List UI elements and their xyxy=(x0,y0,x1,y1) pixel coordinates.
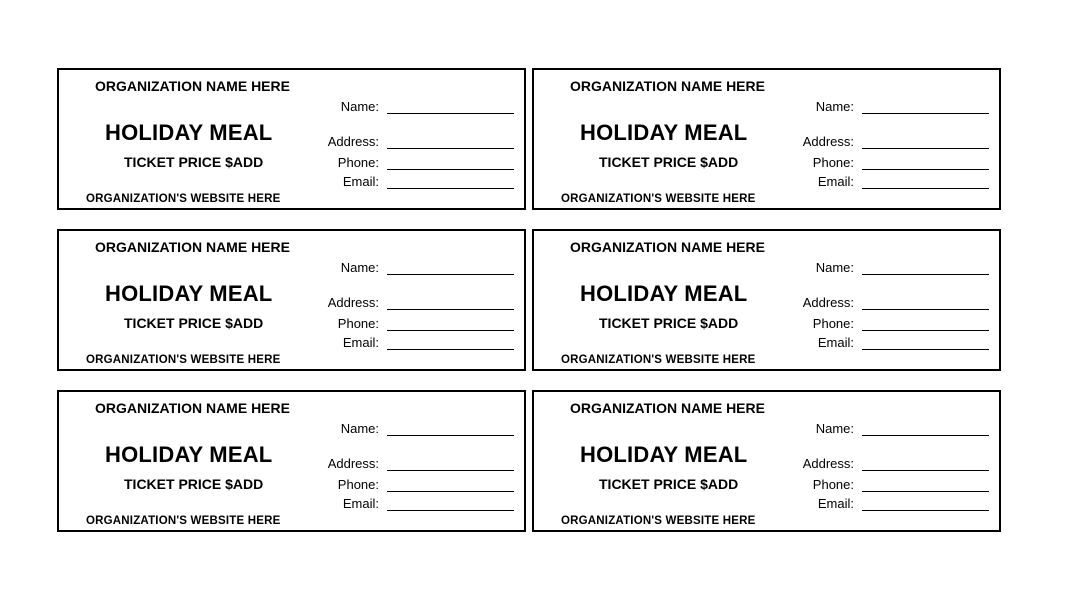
address-line xyxy=(862,309,989,310)
organization-website: ORGANIZATION'S WEBSITE HERE xyxy=(86,354,281,366)
email-field[interactable] xyxy=(297,335,517,353)
name-field[interactable] xyxy=(772,260,992,278)
name-field[interactable] xyxy=(772,99,992,117)
address-field[interactable] xyxy=(772,456,992,474)
phone-line xyxy=(862,491,989,492)
phone-field[interactable] xyxy=(772,477,992,495)
phone-line xyxy=(862,169,989,170)
ticket-2 xyxy=(532,68,1001,210)
name-label: Name: xyxy=(340,99,379,114)
name-label: Name: xyxy=(815,260,854,275)
event-title: HOLIDAY MEAL xyxy=(580,120,748,145)
organization-website: ORGANIZATION'S WEBSITE HERE xyxy=(561,354,756,366)
ticket-price: TICKET PRICE $ADD xyxy=(599,476,739,492)
ticket-price: TICKET PRICE $ADD xyxy=(124,154,264,170)
address-field[interactable] xyxy=(772,134,992,152)
event-title: HOLIDAY MEAL xyxy=(105,281,273,306)
email-field[interactable] xyxy=(297,496,517,514)
event-title: HOLIDAY MEAL xyxy=(580,281,748,306)
address-label: Address: xyxy=(802,456,854,471)
phone-label: Phone: xyxy=(812,155,854,170)
email-line xyxy=(862,510,989,511)
email-field[interactable] xyxy=(772,496,992,514)
name-label: Name: xyxy=(815,421,854,436)
address-label: Address: xyxy=(327,134,379,149)
ticket-price: TICKET PRICE $ADD xyxy=(124,476,264,492)
name-line xyxy=(387,113,514,114)
phone-line xyxy=(387,169,514,170)
organization-name: ORGANIZATION NAME HERE xyxy=(570,78,765,94)
name-label: Name: xyxy=(340,421,379,436)
name-field[interactable] xyxy=(297,260,517,278)
email-label: Email: xyxy=(817,174,854,189)
email-line xyxy=(387,188,514,189)
address-field[interactable] xyxy=(297,295,517,313)
address-label: Address: xyxy=(802,134,854,149)
address-label: Address: xyxy=(327,456,379,471)
phone-label: Phone: xyxy=(337,477,379,492)
phone-field[interactable] xyxy=(772,155,992,173)
event-title: HOLIDAY MEAL xyxy=(105,120,273,145)
ticket-price: TICKET PRICE $ADD xyxy=(599,154,739,170)
name-field[interactable] xyxy=(297,99,517,117)
email-line xyxy=(862,349,989,350)
address-line xyxy=(387,148,514,149)
ticket-5 xyxy=(57,390,526,532)
address-field[interactable] xyxy=(297,134,517,152)
name-line xyxy=(387,274,514,275)
organization-name: ORGANIZATION NAME HERE xyxy=(95,400,290,416)
organization-name: ORGANIZATION NAME HERE xyxy=(570,239,765,255)
name-field[interactable] xyxy=(297,421,517,439)
phone-label: Phone: xyxy=(812,477,854,492)
email-label: Email: xyxy=(342,335,379,350)
email-line xyxy=(387,510,514,511)
phone-label: Phone: xyxy=(337,155,379,170)
address-line xyxy=(387,309,514,310)
email-line xyxy=(387,349,514,350)
event-title: HOLIDAY MEAL xyxy=(580,442,748,467)
ticket-price: TICKET PRICE $ADD xyxy=(124,315,264,331)
phone-label: Phone: xyxy=(337,316,379,331)
address-label: Address: xyxy=(327,295,379,310)
organization-website: ORGANIZATION'S WEBSITE HERE xyxy=(86,193,281,205)
phone-label: Phone: xyxy=(812,316,854,331)
address-field[interactable] xyxy=(297,456,517,474)
phone-line xyxy=(387,491,514,492)
email-field[interactable] xyxy=(772,335,992,353)
ticket-price: TICKET PRICE $ADD xyxy=(599,315,739,331)
ticket-1 xyxy=(57,68,526,210)
address-line xyxy=(862,148,989,149)
organization-name: ORGANIZATION NAME HERE xyxy=(95,78,290,94)
phone-field[interactable] xyxy=(297,316,517,334)
email-label: Email: xyxy=(817,496,854,511)
name-line xyxy=(862,435,989,436)
ticket-4 xyxy=(532,229,1001,371)
phone-field[interactable] xyxy=(297,477,517,495)
email-field[interactable] xyxy=(772,174,992,192)
email-field[interactable] xyxy=(297,174,517,192)
name-field[interactable] xyxy=(772,421,992,439)
name-label: Name: xyxy=(815,99,854,114)
phone-line xyxy=(862,330,989,331)
name-line xyxy=(387,435,514,436)
phone-field[interactable] xyxy=(297,155,517,173)
ticket-3 xyxy=(57,229,526,371)
address-line xyxy=(862,470,989,471)
organization-website: ORGANIZATION'S WEBSITE HERE xyxy=(86,515,281,527)
phone-line xyxy=(387,330,514,331)
name-label: Name: xyxy=(340,260,379,275)
organization-website: ORGANIZATION'S WEBSITE HERE xyxy=(561,193,756,205)
organization-name: ORGANIZATION NAME HERE xyxy=(570,400,765,416)
email-label: Email: xyxy=(342,496,379,511)
ticket-6 xyxy=(532,390,1001,532)
phone-field[interactable] xyxy=(772,316,992,334)
address-label: Address: xyxy=(802,295,854,310)
email-line xyxy=(862,188,989,189)
event-title: HOLIDAY MEAL xyxy=(105,442,273,467)
address-line xyxy=(387,470,514,471)
email-label: Email: xyxy=(817,335,854,350)
organization-website: ORGANIZATION'S WEBSITE HERE xyxy=(561,515,756,527)
name-line xyxy=(862,113,989,114)
organization-name: ORGANIZATION NAME HERE xyxy=(95,239,290,255)
email-label: Email: xyxy=(342,174,379,189)
address-field[interactable] xyxy=(772,295,992,313)
name-line xyxy=(862,274,989,275)
